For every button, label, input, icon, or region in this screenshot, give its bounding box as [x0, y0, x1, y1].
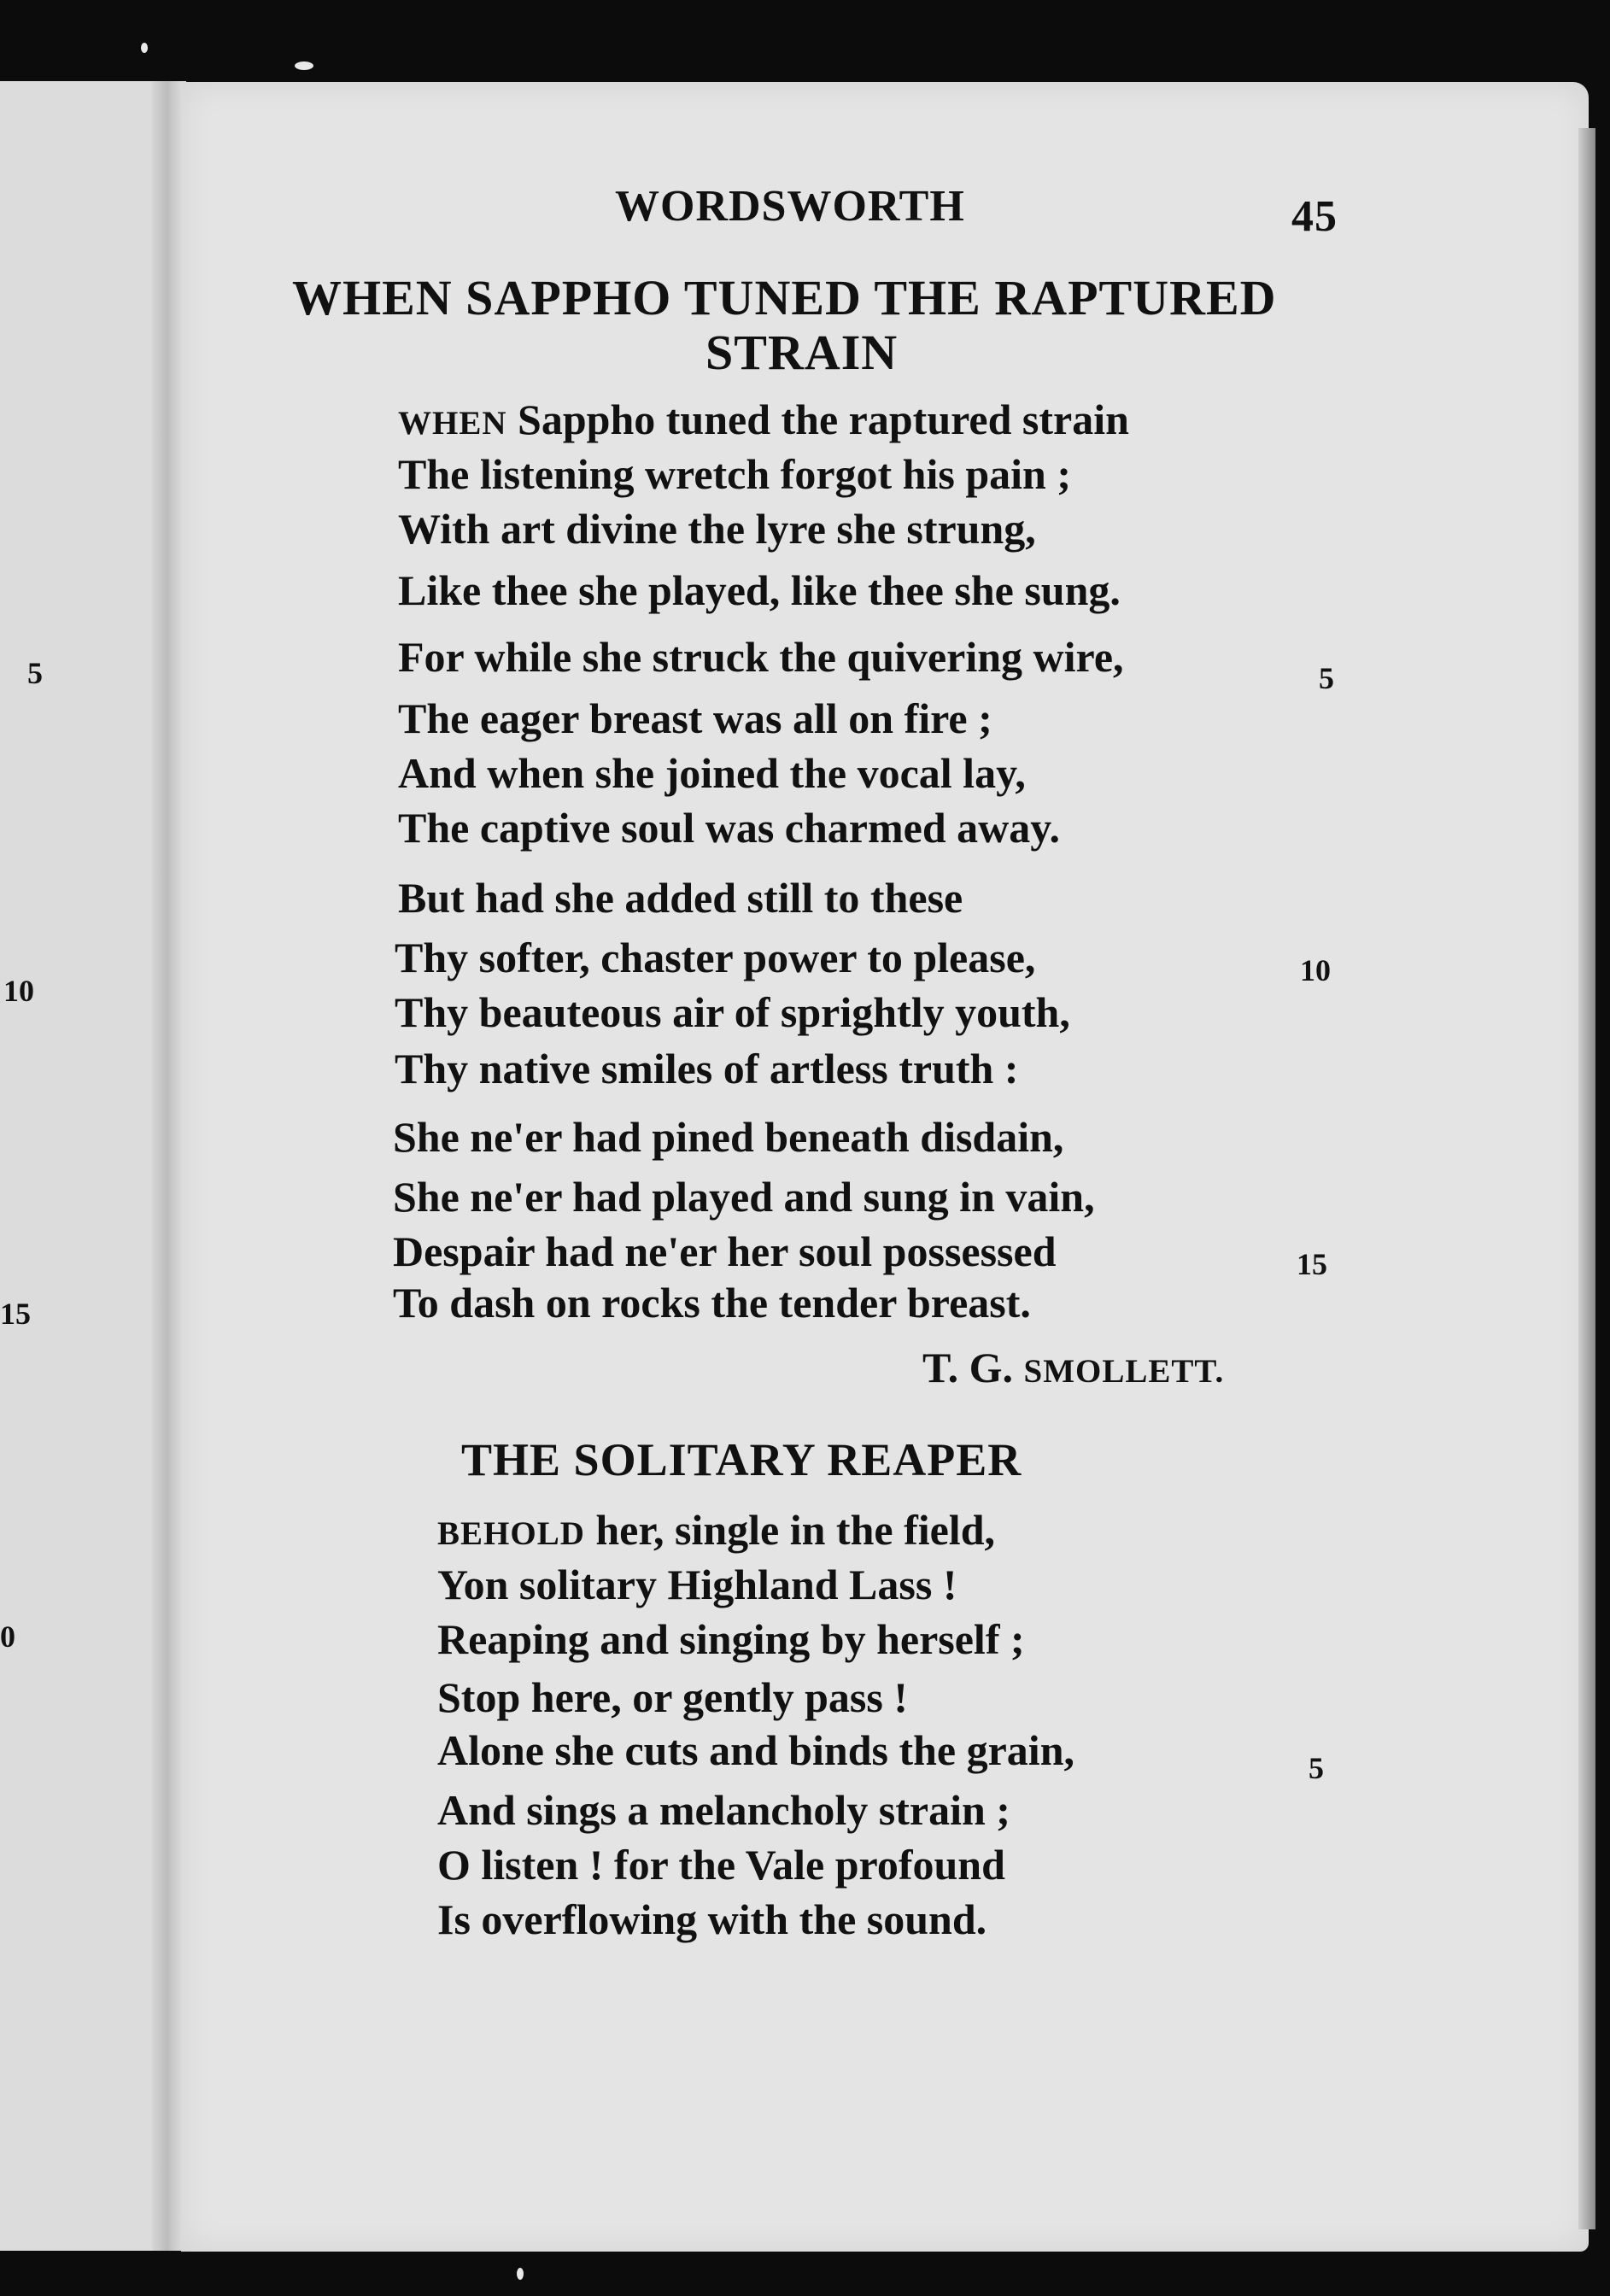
verse-line: Yon solitary Highland Lass ! — [437, 1561, 957, 1608]
attribution-surname: SMOLLETT. — [1023, 1353, 1225, 1390]
verse-line: With art divine the lyre she strung, — [398, 505, 1036, 553]
attribution — [922, 1346, 1224, 1389]
verse-line: Thy beauteous air of sprightly youth, — [395, 988, 1070, 1036]
verse-line: Thy native smiles of artless truth : — [395, 1045, 1019, 1092]
verse-line: The eager breast was all on fire ; — [398, 694, 992, 742]
poem-title: WHEN SAPPHO TUNED THE RAPTURED — [292, 270, 1277, 325]
poem-title-continued: STRAIN — [705, 325, 899, 380]
line-number: 5 — [1308, 1751, 1324, 1785]
running-head-title: WORDSWORTH — [615, 182, 965, 231]
verse-line: Thy softer, chaster power to please, — [395, 934, 1036, 981]
verse-line: Like thee she played, like thee she sung. — [398, 566, 1121, 614]
verse-line: Stop here, or gently pass ! — [437, 1673, 908, 1721]
verse-line: For while she struck the quivering wire, — [398, 633, 1124, 681]
verse-line-text: Sappho tuned the raptured strain — [506, 395, 1129, 443]
verse-line — [437, 1506, 996, 1554]
verse-line: She ne'er had played and sung in vain, — [393, 1173, 1095, 1221]
verse-line — [398, 395, 1129, 443]
small-caps-opening-word: WHEN — [398, 405, 507, 442]
verse-line: Despair had ne'er her soul possessed — [393, 1227, 1057, 1275]
line-number: 15 — [1297, 1247, 1327, 1281]
verse-line: To dash on rocks the tender breast. — [393, 1279, 1031, 1327]
attribution-initials: T. G. — [922, 1344, 1014, 1391]
verse-line-text: her, single in the field, — [584, 1506, 996, 1554]
line-number: 5 — [1319, 661, 1334, 695]
line-number: 10 — [1300, 953, 1331, 987]
left-margin-number: 15 — [0, 1297, 31, 1331]
verse-line: The listening wretch forgot his pain ; — [398, 450, 1071, 498]
verse-line: The captive soul was charmed away. — [398, 804, 1060, 852]
page-number: 45 — [1291, 192, 1338, 241]
poem-title: THE SOLITARY REAPER — [461, 1434, 1022, 1485]
page-edge-shadow — [1578, 128, 1595, 2229]
verse-line: She ne'er had pined beneath disdain, — [393, 1113, 1064, 1161]
left-page-edge — [0, 81, 171, 2251]
left-margin-number: 5 — [27, 656, 43, 690]
left-margin-number: 10 — [3, 974, 34, 1008]
verse-line: O listen ! for the Vale profound — [437, 1841, 1005, 1889]
scan-speck — [517, 2268, 524, 2280]
verse-line: Reaping and singing by herself ; — [437, 1615, 1025, 1663]
verse-line: But had she added still to these — [398, 874, 963, 922]
verse-line: Is overflowing with the sound. — [437, 1895, 987, 1943]
left-margin-number: 0 — [0, 1620, 15, 1654]
verse-line: And when she joined the vocal lay, — [398, 749, 1026, 797]
small-caps-opening-word: BEHOLD — [437, 1515, 585, 1552]
scan-speck — [295, 62, 313, 70]
verse-line: And sings a melancholy strain ; — [437, 1786, 1010, 1834]
verse-line: Alone she cuts and binds the grain, — [437, 1726, 1074, 1774]
scan-speck — [141, 43, 148, 53]
